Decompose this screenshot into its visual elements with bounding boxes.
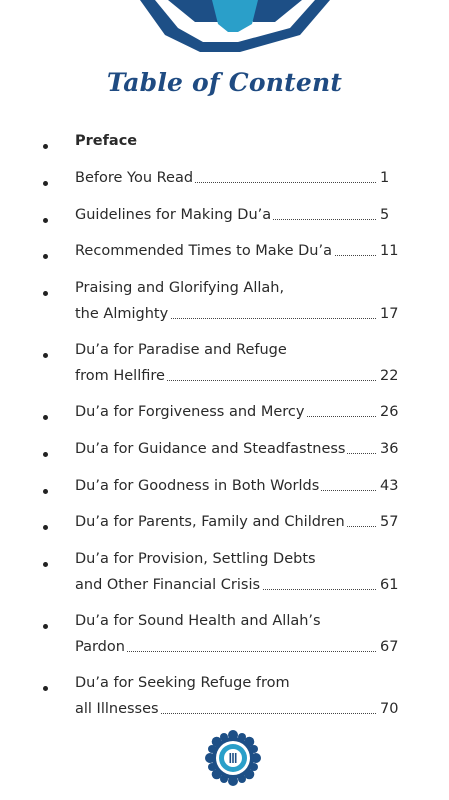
bullet-icon [43,452,48,457]
toc-entry-title: Du’a for Forgiveness and Mercy 26 [75,401,410,423]
bullet-icon [43,291,48,296]
toc-entry-title: Du’a for Provision, Settling Debts [75,551,316,567]
toc-page-number: 36 [380,438,410,460]
bullet-icon [43,415,48,420]
toc-page-number: 26 [380,401,410,423]
toc-entry-title-cont: from Hellfire 22 [75,365,410,387]
toc-entry-title: Du’a for Seeking Refuge from [75,675,290,691]
bullet-icon [43,525,48,530]
toc-entry-title: Recommended Times to Make Du’a 11 [75,240,410,262]
toc-page-number: 11 [380,240,410,262]
toc-entry-title: Preface [75,133,138,149]
toc-entry-title-cont: Pardon 67 [75,636,410,658]
bullet-icon [43,181,48,186]
bullet-icon [43,562,48,567]
toc-entry-title-cont: and Other Financial Crisis 61 [75,574,410,596]
bullet-icon [43,353,48,358]
toc-page-number: 70 [380,698,410,720]
toc-entry-title: Before You Read 1 [75,167,410,189]
toc-entry-title: Du’a for Paradise and Refuge [75,342,287,358]
bullet-icon [43,254,48,259]
toc-page-number: 1 [380,167,410,189]
toc-page-number: 57 [380,511,410,533]
bullet-icon [43,686,48,691]
bullet-icon [43,144,48,149]
toc-page-number: 43 [380,475,410,497]
toc-page-number: 5 [380,204,410,226]
toc-page-number: 67 [380,636,410,658]
page-title: Table of Content [106,68,343,97]
toc-entry-title: Du’a for Parents, Family and Children 57 [75,511,410,533]
toc-page-number: 61 [380,574,410,596]
toc-page-number: 17 [380,303,410,325]
toc-entry-title: Du’a for Goodness in Both Worlds 43 [75,475,410,497]
bullet-icon [43,218,48,223]
toc-page-number: 22 [380,365,410,387]
toc-entry-title-cont: the Almighty 17 [75,303,410,325]
toc-entry-title: Du’a for Guidance and Steadfastness 36 [75,438,410,460]
toc-entry-title: Praising and Glorifying Allah, [75,280,285,296]
bullet-icon [43,489,48,494]
rosette-emblem-icon [204,729,262,787]
bullet-icon [43,624,48,629]
toc-entry-title: Guidelines for Making Du’a 5 [75,204,410,226]
toc-entry-title-cont: all Illnesses 70 [75,698,410,720]
toc-entry-title: Du’a for Sound Health and Allah’s [75,613,321,629]
